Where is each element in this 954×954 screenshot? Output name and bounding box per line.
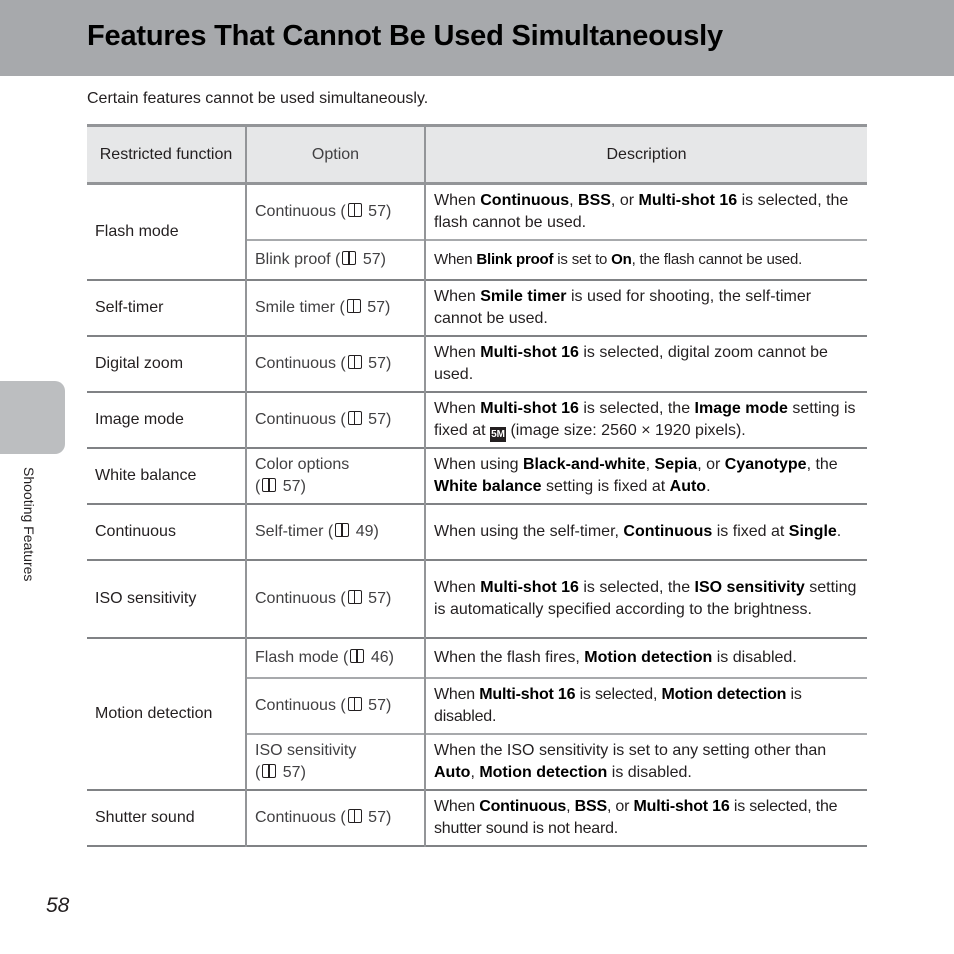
cell-description: When Multi-shot 16 is selected, the Image mode setting is fixed at 5M (image size: 2560 × 1920 pixels). [434, 399, 856, 440]
page-number: 58 [46, 894, 70, 917]
book-reference-icon [342, 251, 356, 265]
header-option: Option [246, 126, 425, 184]
table-header-row [87, 126, 867, 184]
cell-function: ISO sensitivity [87, 560, 246, 638]
header-description: Description [606, 145, 687, 163]
page-ref: 57) [362, 250, 386, 268]
page-ref: 57) [282, 763, 306, 781]
cell-function: Flash mode [87, 184, 246, 280]
book-reference-icon [348, 203, 362, 217]
cell-description: When Smile timer is used for shooting, the self-timer cannot be used. [434, 287, 812, 327]
table-row [87, 280, 867, 336]
option-text: ISO sensitivity [255, 741, 357, 759]
cell-function: Image mode [87, 392, 246, 448]
page-ref: 57) [368, 410, 392, 428]
cell-option [246, 678, 425, 734]
option-text: Continuous ( [255, 808, 346, 826]
cell-option [246, 392, 425, 448]
cell-description: When Continuous, BSS, or Multi-shot 16 is selected, the shutter sound is not heard. [434, 797, 838, 837]
cell-option [246, 560, 425, 638]
cell-function: Shutter sound [87, 790, 246, 846]
option-text: Color options [255, 455, 350, 473]
cell-description: When Multi-shot 16 is selected, Motion detection is disabled. [434, 685, 802, 725]
book-reference-icon [348, 355, 362, 369]
cell-option [246, 790, 425, 846]
book-reference-icon [348, 697, 362, 711]
cell-function: Self-timer [87, 280, 246, 336]
cell-option [246, 240, 425, 280]
cell-description: When the flash fires, Motion detection is disabled. [434, 648, 797, 666]
book-reference-icon [348, 411, 362, 425]
book-reference-icon [348, 590, 362, 604]
page-ref: 49) [355, 522, 379, 540]
page-ref: 57) [368, 354, 392, 372]
option-text: Continuous ( [255, 354, 346, 372]
book-reference-icon [350, 649, 364, 663]
cell-option [246, 504, 425, 560]
book-reference-icon [347, 299, 361, 313]
cell-option [246, 184, 425, 240]
cell-option: ISO sensitivity ( 57) [246, 734, 425, 790]
intro-text: Certain features cannot be used simultaneously. [87, 90, 429, 107]
table-row [87, 392, 867, 448]
cell-description: When Multi-shot 16 is selected, the ISO sensitivity setting is automatically specified according to the brightness. [434, 578, 857, 618]
option-text: Smile timer ( [255, 298, 345, 316]
book-reference-icon [335, 523, 349, 537]
cell-function: Motion detection [87, 638, 246, 790]
table-row [87, 504, 867, 560]
option-text: Flash mode ( [255, 648, 349, 666]
page-ref: 57) [368, 696, 392, 714]
page-ref: 57) [368, 202, 392, 220]
cell-option [246, 280, 425, 336]
page-ref: 57) [368, 808, 392, 826]
book-reference-icon [348, 809, 362, 823]
image-size-5m-icon: 5M [491, 428, 505, 440]
cell-function: Digital zoom [87, 336, 246, 392]
option-text: Continuous ( [255, 589, 346, 607]
cell-description: When Blink proof is set to On, the flash cannot be used. [434, 250, 803, 268]
cell-description: When using Black-and-white, Sepia, or Cyanotype, the White balance setting is fixed at Auto. [434, 455, 838, 495]
section-tab [0, 381, 65, 454]
cell-description: When Continuous, BSS, or Multi-shot 16 is selected, the flash cannot be used. [434, 191, 849, 231]
table-row [87, 448, 867, 504]
option-text: Continuous ( [255, 696, 346, 714]
section-label: Shooting Features [21, 467, 37, 582]
page-ref: 57) [368, 589, 392, 607]
table-row [87, 638, 867, 678]
table-row [87, 560, 867, 638]
cell-description: When Multi-shot 16 is selected, digital zoom cannot be used. [434, 343, 828, 383]
features-table [87, 124, 867, 847]
cell-function: White balance [87, 448, 246, 504]
cell-option [246, 638, 425, 678]
option-text: Continuous ( [255, 202, 346, 220]
cell-description: When using the self-timer, Continuous is fixed at Single. [434, 522, 842, 540]
page-ref: 57) [282, 477, 306, 495]
option-text: Continuous ( [255, 410, 346, 428]
cell-option: Color options ( 57) [246, 448, 425, 504]
table-row [87, 184, 867, 240]
table-row [87, 336, 867, 392]
page-title: Features That Cannot Be Used Simultaneously [87, 20, 723, 52]
cell-description: When the ISO sensitivity is set to any setting other than Auto, Motion detection is disabled. [434, 741, 827, 781]
header-restricted-function: Restricted function [87, 126, 246, 184]
option-text: Blink proof ( [255, 250, 341, 268]
table-row [87, 790, 867, 846]
cell-option [246, 336, 425, 392]
book-reference-icon [262, 764, 276, 778]
option-text: Self-timer ( [255, 522, 334, 540]
page-ref: 57) [367, 298, 391, 316]
cell-function: Continuous [87, 504, 246, 560]
page-ref: 46) [370, 648, 394, 666]
book-reference-icon [262, 478, 276, 492]
